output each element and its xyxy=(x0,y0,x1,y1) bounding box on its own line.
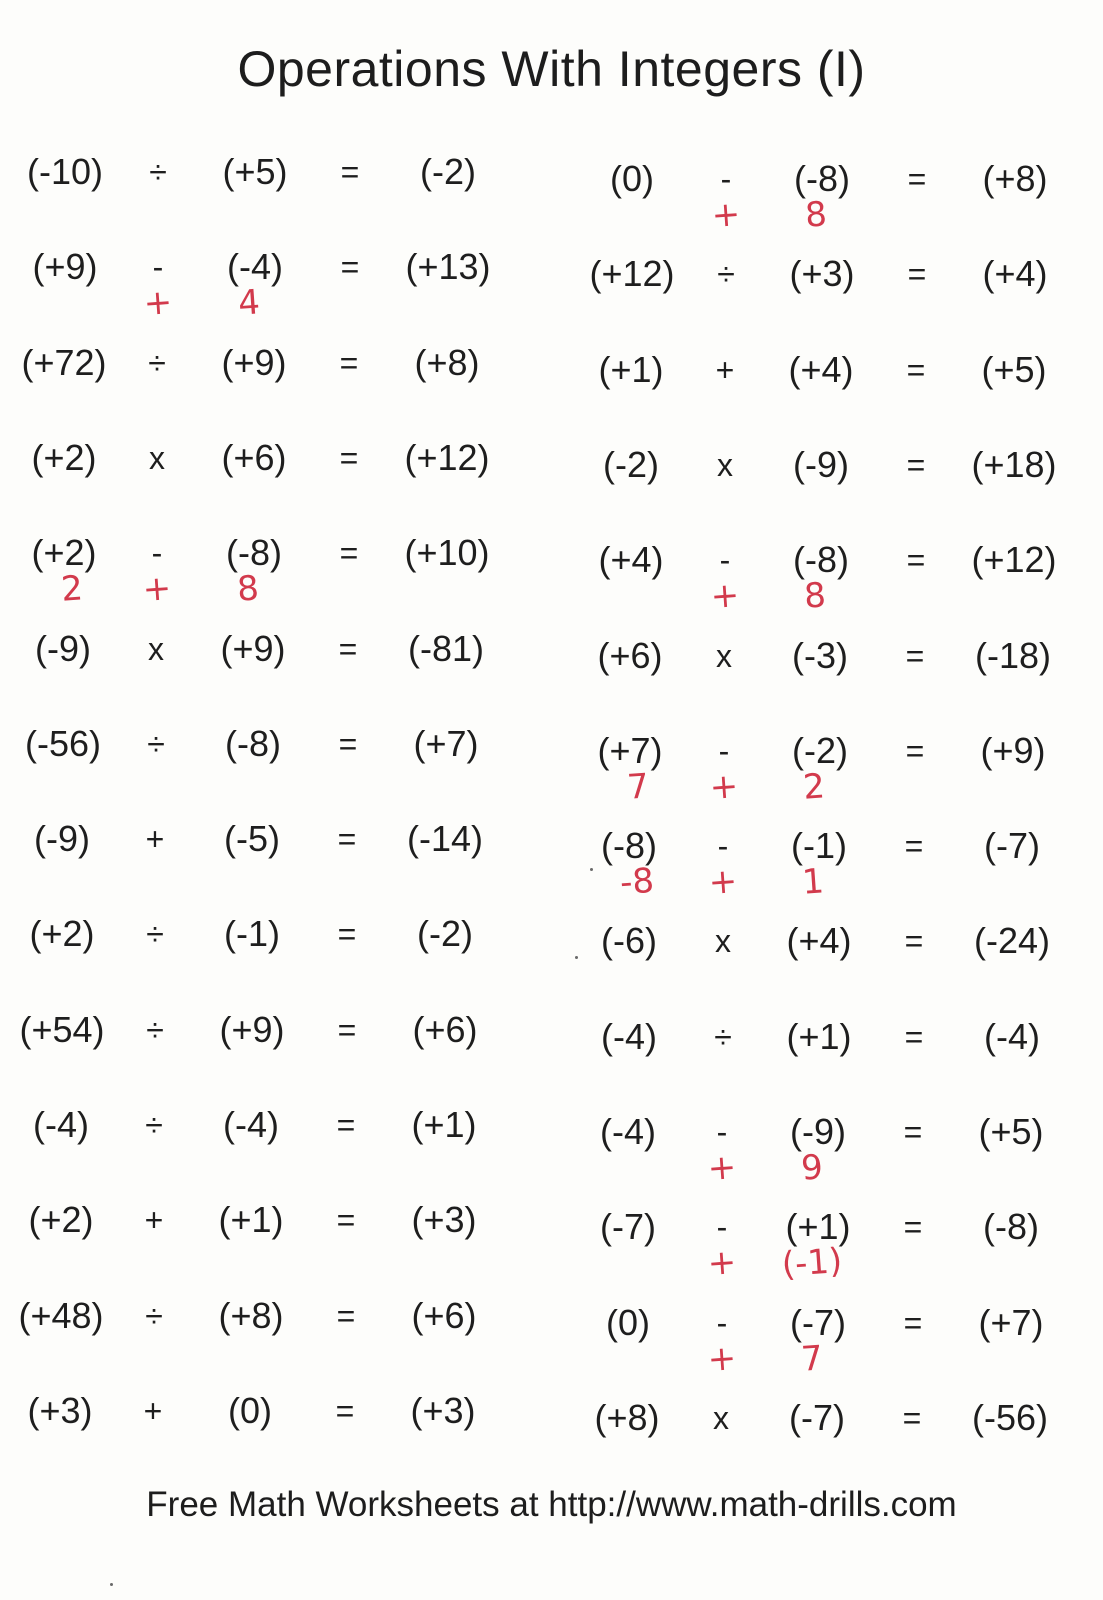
operand-b: (-8) xyxy=(225,723,281,764)
operand-a: (-9) xyxy=(34,818,90,859)
equals-sign: = xyxy=(337,821,357,857)
operator: - xyxy=(716,1114,728,1150)
operand-b: (+5) xyxy=(222,151,288,192)
operator: x xyxy=(149,440,165,476)
operand-b: (-8) xyxy=(226,532,282,573)
handwritten-note-b: 8 xyxy=(802,575,828,617)
handwritten-note-a: -8 xyxy=(618,860,656,904)
handwritten-note-b: 2 xyxy=(801,766,827,808)
operand-a: (-9) xyxy=(35,628,91,669)
equals-sign: = xyxy=(340,249,360,285)
answer: (+8) xyxy=(982,158,1048,199)
operator: - xyxy=(720,161,732,197)
answer: (+3) xyxy=(411,1199,477,1240)
operand-a: (+48) xyxy=(18,1295,104,1336)
operand-b: (+9) xyxy=(220,628,286,669)
operand-a: (+2) xyxy=(31,437,97,478)
answer: (-81) xyxy=(407,628,485,669)
operand-a: (-8) xyxy=(601,825,657,866)
answer: (+3) xyxy=(410,1390,476,1431)
operand-b: (-1) xyxy=(224,913,280,954)
operand-b: (+3) xyxy=(789,253,855,294)
operator: ÷ xyxy=(145,1298,163,1334)
operand-b: (+8) xyxy=(218,1295,284,1336)
answer: (+18) xyxy=(971,444,1057,485)
equals-sign: = xyxy=(337,1012,357,1048)
answer: (-4) xyxy=(984,1016,1040,1057)
operand-b: (-7) xyxy=(789,1397,845,1438)
operator: - xyxy=(716,1305,728,1341)
operator: ÷ xyxy=(714,1019,732,1055)
equals-sign: = xyxy=(337,916,357,952)
operator: ÷ xyxy=(146,916,164,952)
answer: (+6) xyxy=(412,1009,478,1050)
operand-b: (-8) xyxy=(793,539,849,580)
operand-b: (-9) xyxy=(793,444,849,485)
operator: - xyxy=(152,249,164,285)
answer: (+9) xyxy=(980,730,1046,771)
answer: (-7) xyxy=(984,825,1040,866)
equals-sign: = xyxy=(340,154,360,190)
operand-a: (+6) xyxy=(597,635,663,676)
answer: (+7) xyxy=(413,723,479,764)
handwritten-note-operator: + xyxy=(706,1147,738,1189)
operand-a: (-10) xyxy=(26,151,104,192)
equals-sign: = xyxy=(335,1393,355,1429)
operator: + xyxy=(715,352,735,388)
operator: ÷ xyxy=(145,1107,163,1143)
operand-b: (+4) xyxy=(786,920,852,961)
equals-sign: = xyxy=(903,1114,923,1150)
operand-b: (+4) xyxy=(788,349,854,390)
equals-sign: = xyxy=(905,733,925,769)
operand-b: (-7) xyxy=(790,1302,846,1343)
operand-b: (-4) xyxy=(223,1104,279,1145)
answer: (+10) xyxy=(404,532,490,573)
equals-sign: = xyxy=(903,1209,923,1245)
handwritten-note-b: 1 xyxy=(800,861,826,903)
equals-sign: = xyxy=(907,161,927,197)
answer: (-2) xyxy=(420,151,476,192)
operator: ÷ xyxy=(147,726,165,762)
answer: (+5) xyxy=(978,1111,1044,1152)
operand-a: (-4) xyxy=(601,1016,657,1057)
operator: ÷ xyxy=(148,345,166,381)
handwritten-note-b: 8 xyxy=(235,568,261,610)
operand-b: (-4) xyxy=(227,246,283,287)
operator: x xyxy=(715,923,731,959)
handwritten-note-operator: + xyxy=(709,575,741,617)
handwritten-note-a: 7 xyxy=(625,766,651,808)
handwritten-note-operator: + xyxy=(710,194,742,236)
operand-a: (+2) xyxy=(29,913,95,954)
operand-b: (-3) xyxy=(792,635,848,676)
footer-text: Free Math Worksheets at http://www.math-drills.com xyxy=(146,1485,957,1524)
operand-b: (+1) xyxy=(785,1206,851,1247)
handwritten-note-b: (-1) xyxy=(780,1240,844,1286)
equals-sign: = xyxy=(338,726,358,762)
equals-sign: = xyxy=(904,923,924,959)
equals-sign: = xyxy=(338,631,358,667)
worksheet-title: Operations With Integers (I) xyxy=(237,41,866,97)
equals-sign: = xyxy=(906,447,926,483)
answer: (-24) xyxy=(973,920,1051,961)
operator: ÷ xyxy=(146,1012,164,1048)
equals-sign: = xyxy=(339,535,359,571)
handwritten-note-b: 4 xyxy=(236,282,262,324)
equals-sign: = xyxy=(902,1400,922,1436)
handwritten-note-b: 9 xyxy=(799,1147,825,1189)
operand-a: (+54) xyxy=(19,1009,105,1050)
handwritten-note-b: 7 xyxy=(799,1338,825,1380)
operand-a: (+2) xyxy=(28,1199,94,1240)
operator: ÷ xyxy=(717,256,735,292)
operand-a: (+1) xyxy=(598,349,664,390)
answer: (+8) xyxy=(414,342,480,383)
equals-sign: = xyxy=(904,1019,924,1055)
answer: (+12) xyxy=(404,437,490,478)
handwritten-note-operator: + xyxy=(708,766,740,808)
equals-sign: = xyxy=(906,542,926,578)
equals-sign: = xyxy=(903,1305,923,1341)
answer: (+5) xyxy=(981,349,1047,390)
handwritten-note-operator: + xyxy=(141,568,173,610)
operand-a: (+9) xyxy=(32,246,98,287)
equals-sign: = xyxy=(339,440,359,476)
operand-a: (+4) xyxy=(598,539,664,580)
operator: x xyxy=(717,447,733,483)
operand-b: (0) xyxy=(228,1390,272,1431)
operand-a: (+2) xyxy=(31,532,97,573)
operator: x xyxy=(716,638,732,674)
operand-a: (-56) xyxy=(24,723,102,764)
operand-b: (-9) xyxy=(790,1111,846,1152)
operand-a: (0) xyxy=(610,158,654,199)
scan-speck xyxy=(575,956,578,959)
operand-b: (-8) xyxy=(794,158,850,199)
operand-a: (+12) xyxy=(589,253,675,294)
operand-b: (-5) xyxy=(224,818,280,859)
operand-a: (+7) xyxy=(597,730,663,771)
operand-a: (0) xyxy=(606,1302,650,1343)
operator: + xyxy=(145,821,165,857)
operand-b: (-1) xyxy=(791,825,847,866)
equals-sign: = xyxy=(336,1202,356,1238)
operator: x xyxy=(713,1400,729,1436)
answer: (-8) xyxy=(983,1206,1039,1247)
answer: (+1) xyxy=(411,1104,477,1145)
operand-b: (+6) xyxy=(221,437,287,478)
operand-a: (+3) xyxy=(27,1390,93,1431)
operator: + xyxy=(143,1393,163,1429)
scan-speck xyxy=(110,1583,113,1586)
answer: (-14) xyxy=(406,818,484,859)
operand-a: (-4) xyxy=(600,1111,656,1152)
operand-b: (+9) xyxy=(219,1009,285,1050)
operand-b: (+9) xyxy=(221,342,287,383)
answer: (-2) xyxy=(417,913,473,954)
answer: (+7) xyxy=(978,1302,1044,1343)
handwritten-note-b: 8 xyxy=(803,194,829,236)
handwritten-note-operator: + xyxy=(706,1338,738,1380)
operand-a: (-2) xyxy=(603,444,659,485)
handwritten-note-operator: + xyxy=(142,282,174,324)
operand-b: (+1) xyxy=(786,1016,852,1057)
operator: - xyxy=(151,535,163,571)
handwritten-note-a: 2 xyxy=(59,568,85,610)
answer: (+6) xyxy=(411,1295,477,1336)
handwritten-note-operator: + xyxy=(707,861,739,903)
operator: ÷ xyxy=(149,154,167,190)
operator: x xyxy=(148,631,164,667)
operator: + xyxy=(144,1202,164,1238)
answer: (+12) xyxy=(971,539,1057,580)
operator: - xyxy=(719,542,731,578)
operand-a: (-7) xyxy=(600,1206,656,1247)
answer: (-18) xyxy=(974,635,1052,676)
answer: (-56) xyxy=(971,1397,1049,1438)
operator: - xyxy=(716,1209,728,1245)
equals-sign: = xyxy=(907,256,927,292)
operand-a: (+72) xyxy=(21,342,107,383)
operand-b: (-2) xyxy=(792,730,848,771)
equals-sign: = xyxy=(905,638,925,674)
operand-b: (+1) xyxy=(218,1199,284,1240)
operator: - xyxy=(718,733,730,769)
operand-a: (-6) xyxy=(601,920,657,961)
operator: - xyxy=(717,828,729,864)
equals-sign: = xyxy=(336,1107,356,1143)
equals-sign: = xyxy=(336,1298,356,1334)
handwritten-note-operator: + xyxy=(706,1242,738,1284)
operand-a: (-4) xyxy=(33,1104,89,1145)
equals-sign: = xyxy=(906,352,926,388)
equals-sign: = xyxy=(339,345,359,381)
operand-a: (+8) xyxy=(594,1397,660,1438)
answer: (+13) xyxy=(405,246,491,287)
scan-speck xyxy=(590,868,593,871)
equals-sign: = xyxy=(904,828,924,864)
answer: (+4) xyxy=(982,253,1048,294)
